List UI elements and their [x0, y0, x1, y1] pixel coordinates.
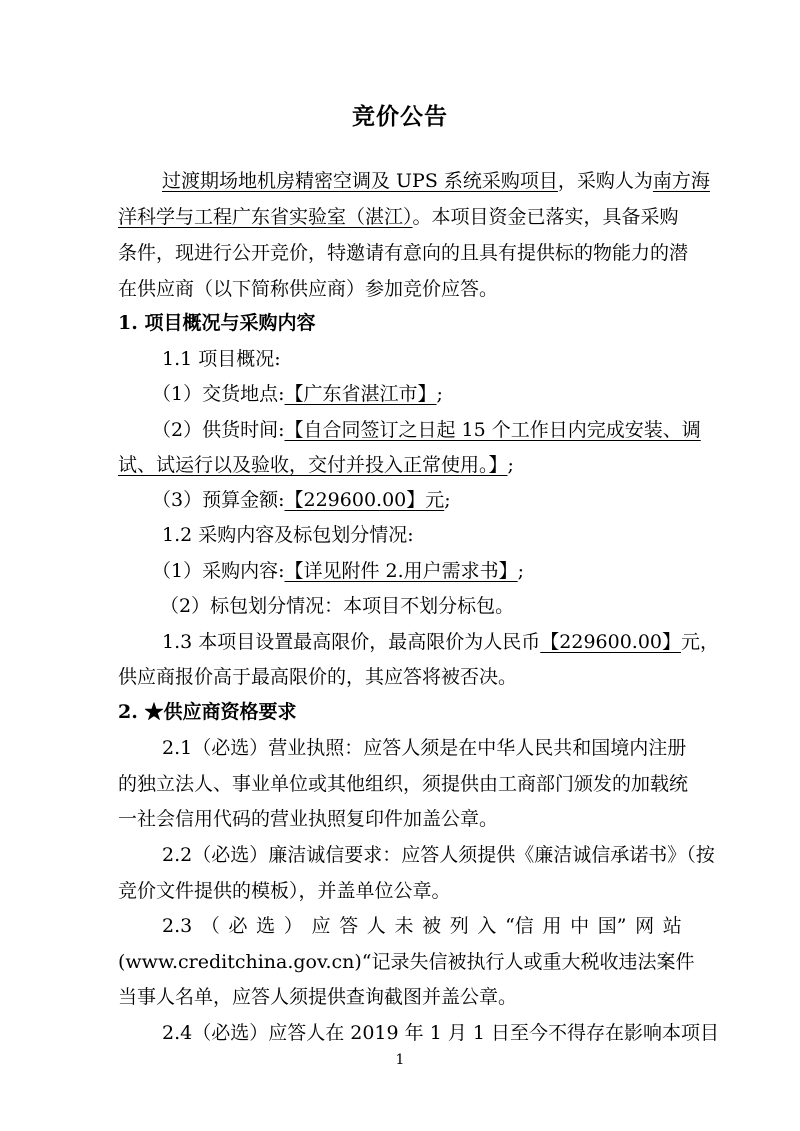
intro-text: ，采购人为: [557, 170, 653, 192]
budget-amount: （3）预算金额:【229600.00】元;: [152, 489, 451, 511]
max-price-value: 【229600.00】: [540, 631, 682, 653]
subsection-1-1: 1.1 项目概况:: [162, 348, 281, 370]
req-2-4-line-1: 2.4（必选）应答人在 2019 年 1 月 1 日至今不得存在影响本项目: [162, 1022, 719, 1044]
page-title: 竞价公告: [352, 103, 448, 130]
delivery-time: （2）供货时间:【自合同签订之日起 15 个工作日内完成安装、调: [152, 419, 701, 441]
subsection-1-2: 1.2 采购内容及标包划分情况:: [162, 524, 414, 546]
req-2-3-line-2: (www.creditchina.gov.cn)“记录失信被执行人或重大税收违法案件: [118, 951, 695, 973]
intro-text: 。本项目资金已落实，具备采购: [412, 206, 679, 228]
page-number: 1: [395, 1052, 405, 1068]
max-price: 1.3 本项目设置最高限价，最高限价为人民币【229600.00】元，: [162, 631, 720, 653]
intro-line-2: [118, 208, 679, 227]
section-1-heading: 1. 项目概况与采购内容: [118, 312, 316, 334]
req-2-3-line-3: 当事人名单，应答人须提供查询截图并盖公章。: [118, 986, 518, 1008]
delivery-time-value-cont: 试、试运行以及验收，交付并投入正常使用。】: [118, 454, 508, 476]
section-2-heading: 2. ★供应商资格要求: [118, 701, 297, 723]
req-2-2-line-1: 2.2（必选）廉洁诚信要求：应答人须提供《廉洁诚信承诺书》（按: [162, 844, 715, 866]
max-price-cont: 供应商报价高于最高限价的，其应答将被否决。: [118, 666, 518, 688]
intro-line-4: 在供应商（以下简称供应商）参加竞价应答。: [118, 278, 499, 300]
project-name: 过渡期场地机房精密空调及 UPS 系统采购项目: [162, 170, 558, 192]
budget-amount-value: 【229600.00】元: [284, 489, 445, 511]
req-2-2-line-2: 竞价文件提供的模板），并盖单位公章。: [118, 880, 451, 902]
buyer-name-cont: 洋科学与工程广东省实验室（湛江）: [118, 206, 413, 228]
procurement-content: （1）采购内容:【详见附件 2.用户需求书】;: [152, 560, 525, 582]
buyer-name: 南方海: [652, 170, 710, 192]
delivery-time-value: 【自合同签订之日起 15 个工作日内完成安装、调: [284, 419, 701, 441]
delivery-time-cont: 试、试运行以及验收，交付并投入正常使用。】;: [118, 454, 514, 476]
req-2-1-line-2: 的独立法人、事业单位或其他组织，须提供由工商部门颁发的加载统: [118, 773, 689, 795]
lot-division: （2）标包划分情况：本项目不划分标包。: [160, 595, 515, 617]
req-2-1-line-3: 一社会信用代码的营业执照复印件加盖公章。: [118, 808, 499, 830]
intro-line-1: [162, 172, 710, 191]
intro-line-3: 条件，现进行公开竞价，特邀请有意向的且具有提供标的物能力的潜: [118, 242, 689, 264]
req-2-1-line-1: 2.1（必选）营业执照：应答人须是在中华人民共和国境内注册: [162, 737, 687, 759]
procurement-content-value: 【详见附件 2.用户需求书】: [284, 560, 518, 582]
delivery-location: （1）交货地点:【广东省湛江市】;: [152, 383, 443, 405]
delivery-location-value: 【广东省湛江市】: [284, 383, 437, 405]
req-2-3-line-1: 2.3 （ 必 选 ） 应 答 人 未 被 列 入 “信 用 中 国” 网 站: [162, 915, 682, 937]
